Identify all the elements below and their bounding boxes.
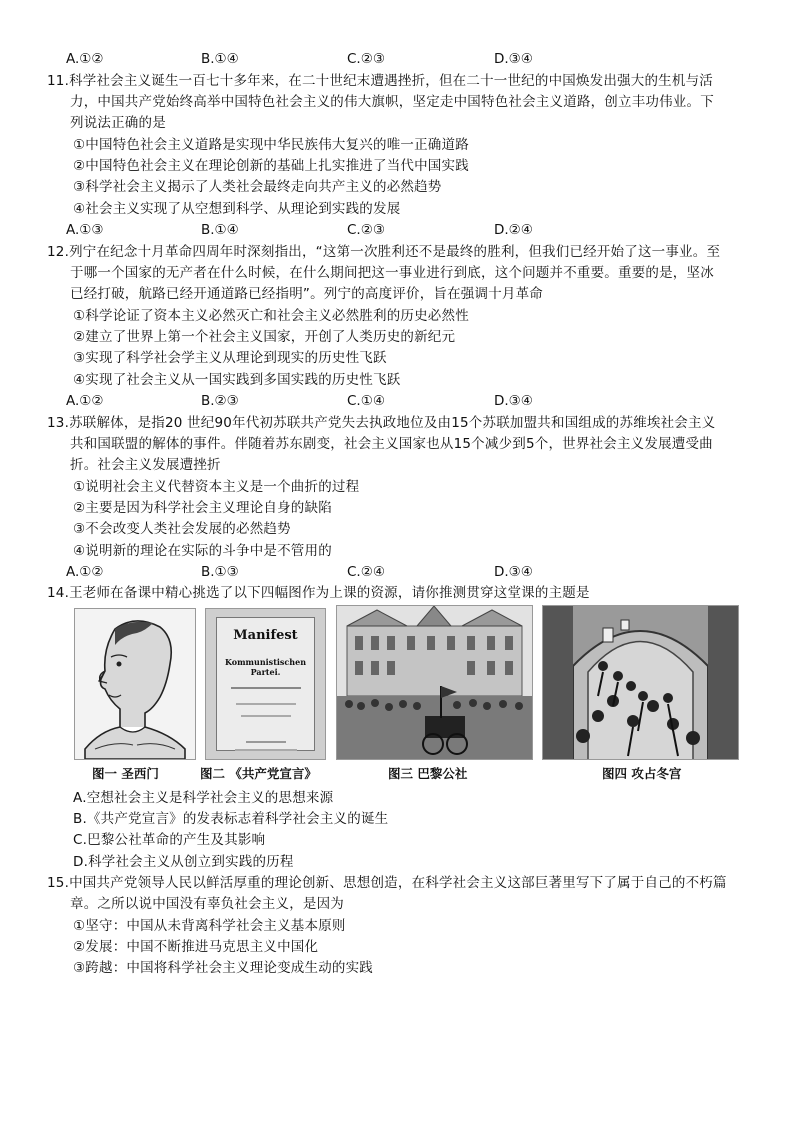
q15-item-1: ①坚守：中国从未背离科学社会主义基本原则 xyxy=(73,918,346,934)
q12-stem-line-1: 12.列宁在纪念十月革命四周年时深刻指出，“这第一次胜利还不是最终的胜利，但我们已经开始了这一事业。至 xyxy=(47,244,721,260)
q11-item-2: ②中国特色社会主义在理论创新的基础上扎实推进了当代中国实践 xyxy=(73,158,469,174)
q13-option-b: B.①③ xyxy=(201,564,239,580)
q13-stem-line-3: 折。社会主义发展遭挫折 xyxy=(70,457,221,473)
cover-subtitle: Kommunistischen Partei. xyxy=(224,657,307,677)
q13-option-c: C.②④ xyxy=(347,564,385,580)
q13-item-3: ③不会改变人类社会发展的必然趋势 xyxy=(73,521,291,537)
q12-option-a: A.①② xyxy=(66,393,104,409)
q15-item-2: ②发展：中国不断推进马克思主义中国化 xyxy=(73,939,319,955)
figure-communist-manifesto xyxy=(205,608,326,760)
q11-stem-line-2: 力，中国共产党始终高举中国特色社会主义的伟大旗帜，坚定走中国特色社会主义道路，创立丰功伟业。下 xyxy=(70,94,714,110)
q11-stem-line-1: 11.科学社会主义诞生一百七十多年来，在二十世纪末遭遇挫折，但在二十一世纪的中国焕发出强大的生机与活 xyxy=(47,73,713,89)
q13-item-1: ①说明社会主义代替资本主义是一个曲折的过程 xyxy=(73,479,360,495)
figure-4-caption: 图四 攻占冬宫 xyxy=(602,766,682,781)
q14-option-c: C.巴黎公社革命的产生及其影响 xyxy=(73,832,266,848)
q11-option-a: A.①③ xyxy=(66,222,104,238)
portrait-illustration xyxy=(75,609,195,759)
q14-option-b: B.《共产党宣言》的发表标志着科学社会主义的诞生 xyxy=(73,811,389,827)
paris-commune-engraving xyxy=(337,606,532,759)
q15-stem-line-2: 章。之所以说中国没有辜负社会主义，是因为 xyxy=(70,896,344,912)
q12-item-2: ②建立了世界上第一个社会主义国家，开创了人类历史的新纪元 xyxy=(73,329,456,345)
q11-item-4: ④社会主义实现了从空想到科学、从理论到实践的发展 xyxy=(73,201,401,217)
winter-palace-engraving xyxy=(543,606,738,759)
q13-option-a: A.①② xyxy=(66,564,104,580)
q13-stem-line-1: 13.苏联解体，是指20 世纪90年代初苏联共产党失去执政地位及由15个苏联加盟共和国组成的苏维埃社会主义 xyxy=(47,415,716,431)
q13-item-2: ②主要是因为科学社会主义理论自身的缺陷 xyxy=(73,500,332,516)
q15-item-3: ③跨越：中国将科学社会主义理论变成生动的实践 xyxy=(73,960,374,976)
q11-option-b: B.①④ xyxy=(201,222,239,238)
figure-winter-palace xyxy=(542,605,739,760)
q12-stem-line-2: 于哪一个国家的无产者在什么时候，在什么期间把这一事业进行到底，这个问题并不重要。重要的是，坚冰 xyxy=(70,265,714,281)
q15-stem-line-1: 15.中国共产党领导人民以鲜活厚重的理论创新、思想创造，在科学社会主义这部巨著里写下了属于自己的不朽篇 xyxy=(47,875,727,891)
manifesto-cover xyxy=(216,617,315,751)
q14-stem-line-1: 14.王老师在备课中精心挑选了以下四幅图作为上课的资源，请你推测贯穿这堂课的主题是 xyxy=(47,585,590,601)
q10-option-c: C.②③ xyxy=(347,51,385,67)
q11-option-d: D.②④ xyxy=(494,222,533,238)
figure-2-caption: 图二 《共产党宣言》 xyxy=(200,766,317,781)
q11-stem-line-3: 列说法正确的是 xyxy=(70,115,166,131)
q14-option-d: D.科学社会主义从创立到实践的历程 xyxy=(73,854,294,870)
q12-item-1: ①科学论证了资本主义必然灭亡和社会主义必然胜利的历史必然性 xyxy=(73,308,469,324)
q11-option-c: C.②③ xyxy=(347,222,385,238)
q14-option-a: A.空想社会主义是科学社会主义的思想来源 xyxy=(73,790,334,806)
q10-option-a: A.①② xyxy=(66,51,104,67)
q13-option-d: D.③④ xyxy=(494,564,533,580)
q12-stem-line-3: 已经打破，航路已经开通道路已经指明”。列宁的高度评价，旨在强调十月革命 xyxy=(70,286,543,302)
figure-paris-commune xyxy=(336,605,533,760)
q12-item-3: ③实现了科学社会学主义从理论到现实的历史性飞跃 xyxy=(73,350,387,366)
figure-saint-simon xyxy=(74,608,196,760)
q12-option-c: C.①④ xyxy=(347,393,385,409)
figure-1-caption: 图一 圣西门 xyxy=(92,766,159,781)
q12-item-4: ④实现了社会主义从一国实践到多国实践的历史性飞跃 xyxy=(73,372,401,388)
q13-stem-line-2: 共和国联盟的解体的事件。伴随着苏东剧变，社会主义国家也从15个减少到5个，世界社会主义发展遭受曲 xyxy=(70,436,713,452)
q10-option-b: B.①④ xyxy=(201,51,239,67)
q11-item-1: ①中国特色社会主义道路是实现中华民族伟大复兴的唯一正确道路 xyxy=(73,137,469,153)
q12-option-d: D.③④ xyxy=(494,393,533,409)
q12-option-b: B.②③ xyxy=(201,393,239,409)
q13-item-4: ④说明新的理论在实际的斗争中是不管用的 xyxy=(73,543,332,559)
figure-3-caption: 图三 巴黎公社 xyxy=(388,766,468,781)
q10-option-d: D.③④ xyxy=(494,51,533,67)
cover-title: Manifest xyxy=(233,628,298,643)
q11-item-3: ③科学社会主义揭示了人类社会最终走向共产主义的必然趋势 xyxy=(73,179,442,195)
